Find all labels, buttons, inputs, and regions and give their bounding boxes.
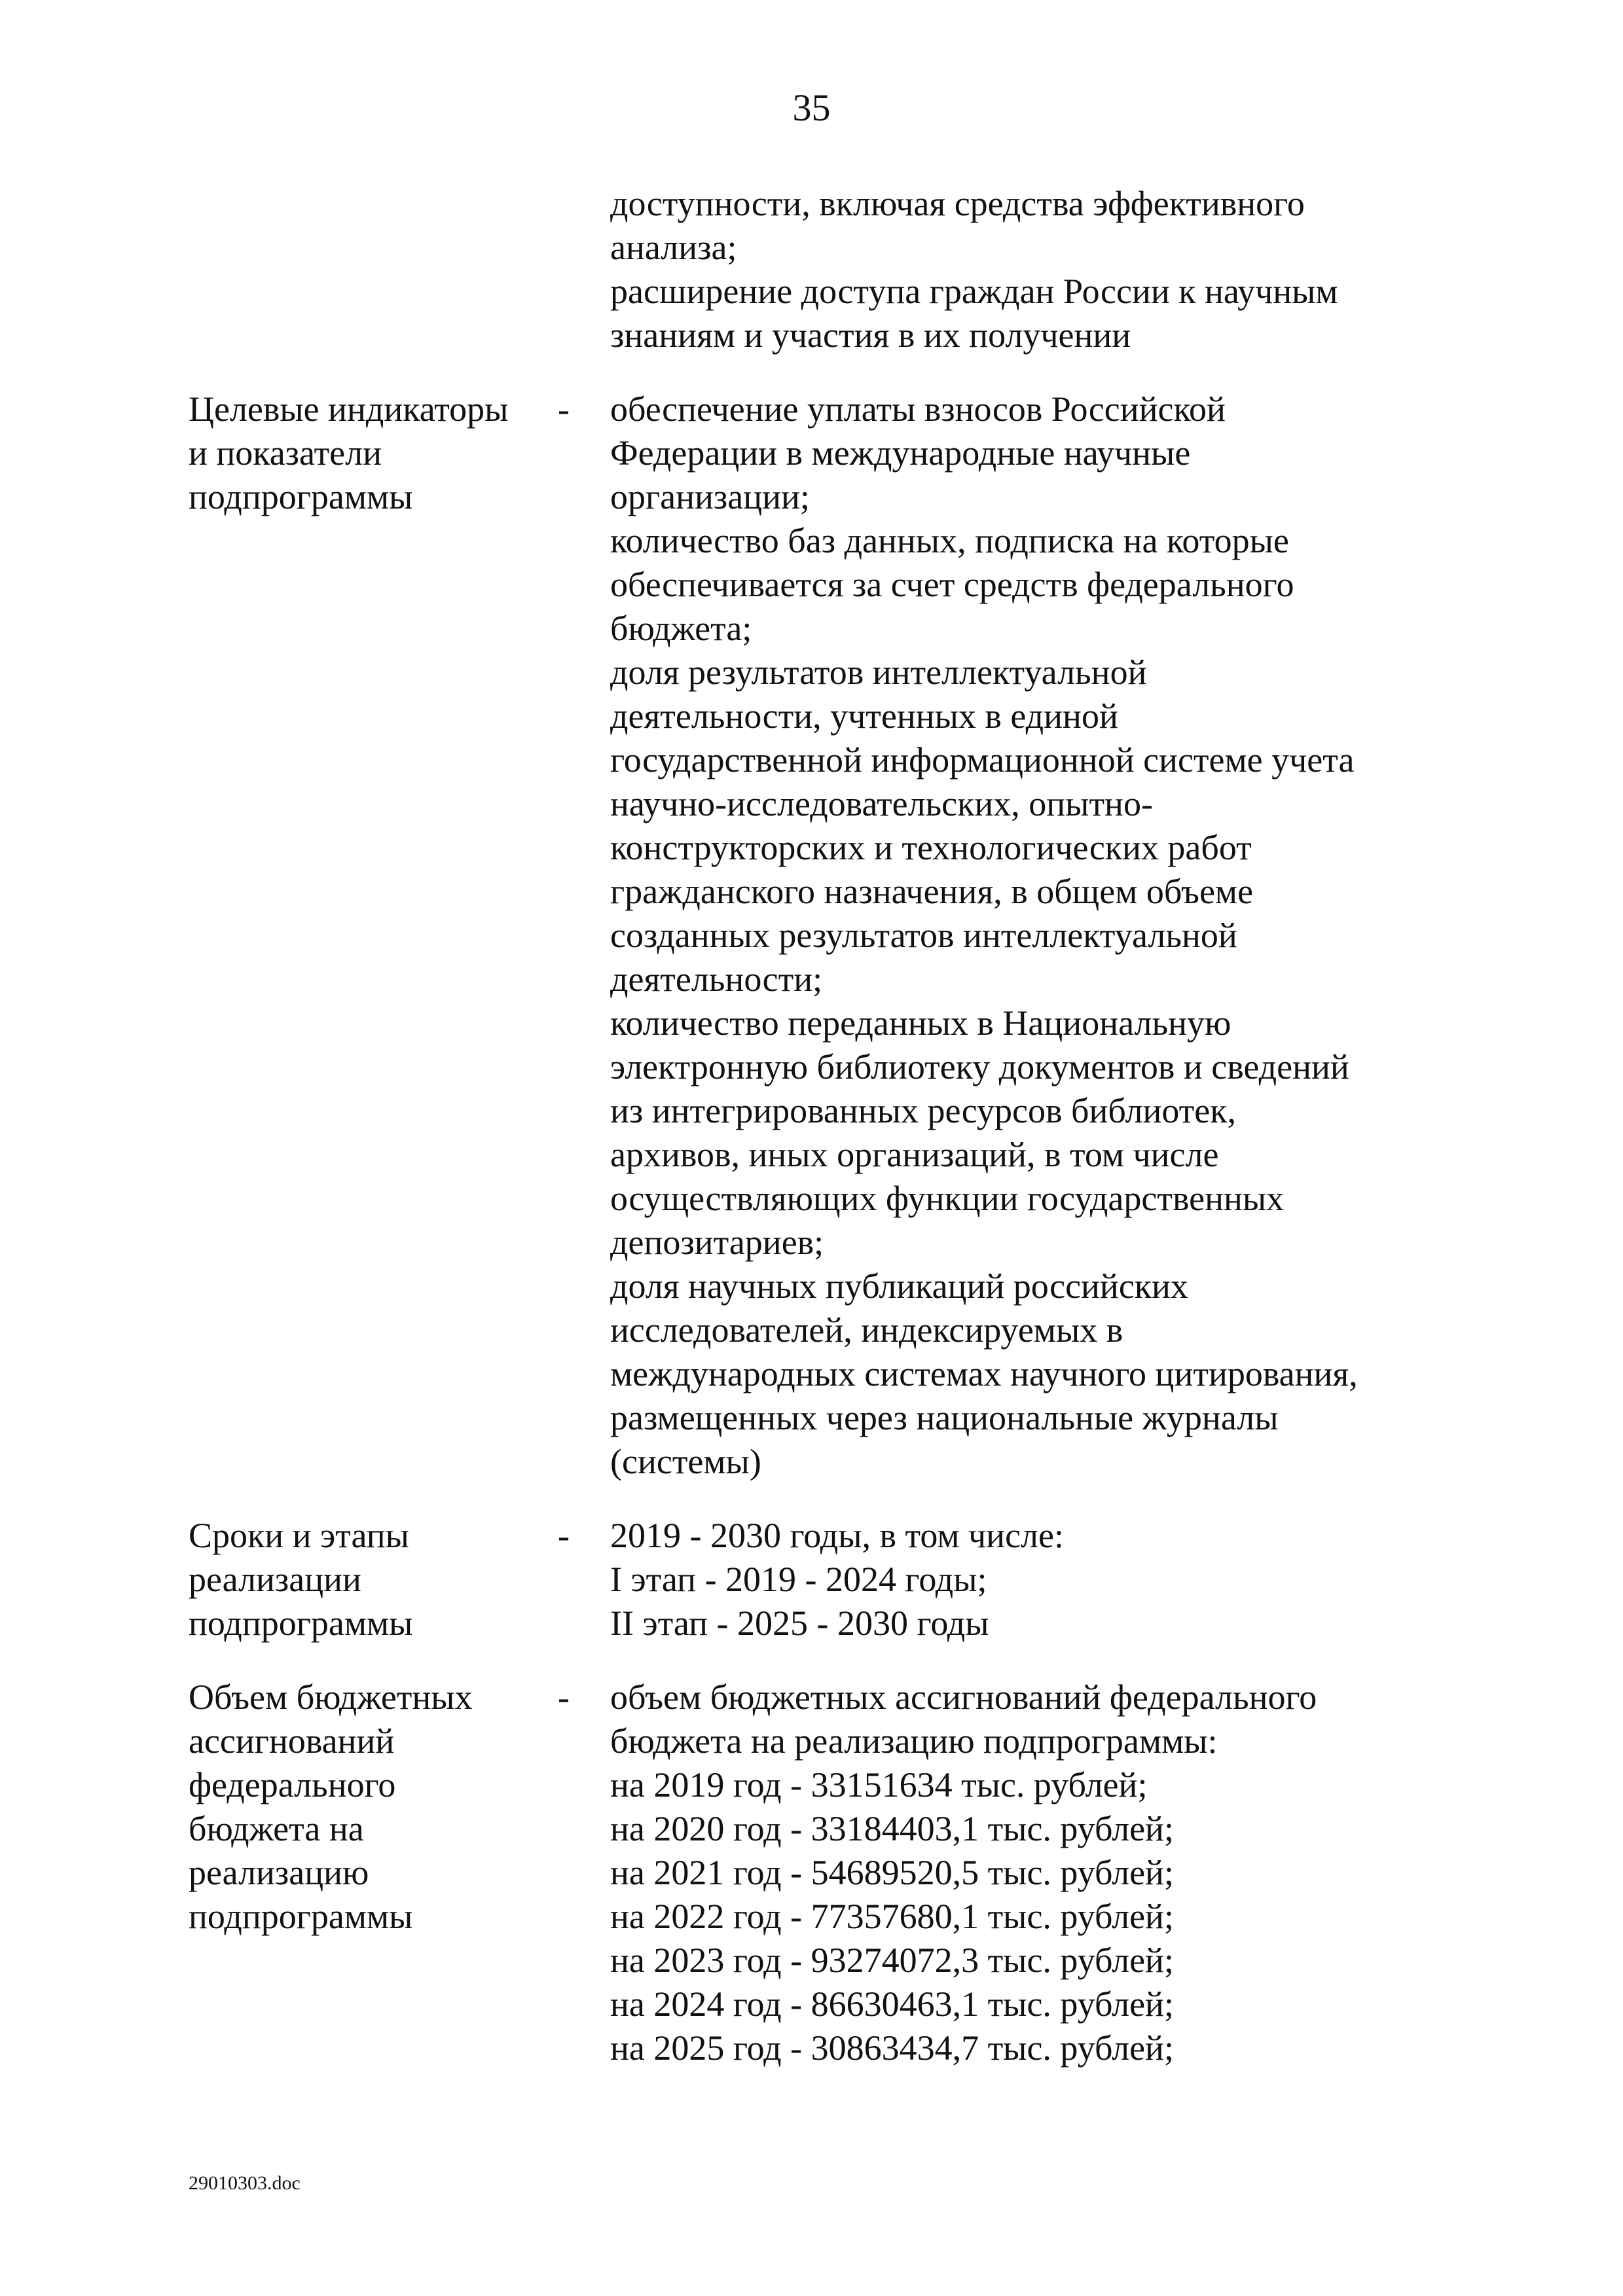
value-line: объем бюджетных ассигнований федерального (610, 1677, 1317, 1717)
section-dash: - (558, 389, 570, 429)
value-line: конструкторских и технологических работ (610, 828, 1252, 867)
section-label (189, 1676, 558, 1939)
value-line: доля научных публикаций российских (610, 1266, 1188, 1306)
intro-continuation-text (610, 182, 1481, 357)
section-value (610, 1676, 1481, 2070)
label-line: реализацию (189, 1853, 369, 1892)
value-line: исследователей, индексируемых в (610, 1310, 1123, 1350)
footer-doc-filename: 29010303.doc (189, 2172, 301, 2194)
section-label (189, 387, 558, 519)
label-line: подпрограммы (189, 477, 413, 516)
budget-year-line: на 2022 год - 77357680,1 тыс. рублей; (610, 1897, 1174, 1936)
page-number: 35 (792, 86, 831, 129)
budget-year-line: на 2025 год - 30863434,7 тыс. рублей; (610, 2028, 1174, 2068)
section-dash: - (558, 1516, 570, 1555)
section-dash: - (558, 1677, 570, 1717)
section-timeline (189, 1514, 1498, 1645)
value-line: бюджета на реализацию подпрограммы: (610, 1721, 1218, 1761)
value-line: международных системах научного цитирования, (610, 1354, 1358, 1393)
value-line: гражданского назначения, в общем объеме (610, 872, 1254, 911)
text-line: анализа; (610, 228, 737, 267)
label-line: ассигнований (189, 1721, 395, 1761)
value-line: Федерации в международные научные (610, 433, 1191, 473)
section-budget (189, 1676, 1498, 2070)
budget-year-line: на 2020 год - 33184403,1 тыс. рублей; (610, 1809, 1174, 1848)
value-line: 2019 - 2030 годы, в том числе: (610, 1516, 1064, 1555)
label-line: реализации (189, 1560, 361, 1599)
budget-year-line: на 2024 год - 86630463,1 тыс. рублей; (610, 1984, 1174, 2024)
value-line: электронную библиотеку документов и сведений (610, 1047, 1349, 1086)
label-line: федерального (189, 1765, 396, 1804)
value-line: I этап - 2019 - 2024 годы; (610, 1560, 987, 1599)
budget-year-line: на 2023 год - 93274072,3 тыс. рублей; (610, 1941, 1174, 1980)
label-line: бюджета на (189, 1809, 364, 1848)
value-line: архивов, иных организаций, в том числе (610, 1135, 1219, 1174)
value-line: научно-исследовательских, опытно- (610, 784, 1153, 823)
label-line: Сроки и этапы (189, 1516, 409, 1555)
value-line: количество баз данных, подписка на которые (610, 521, 1289, 560)
text-line: доступности, включая средства эффективного (610, 184, 1305, 223)
budget-year-line: на 2021 год - 54689520,5 тыс. рублей; (610, 1853, 1174, 1892)
value-line: из интегрированных ресурсов библиотек, (610, 1091, 1236, 1130)
value-line: государственной информационной системе учета (610, 740, 1355, 780)
label-line: и показатели (189, 433, 382, 473)
value-line: деятельности; (610, 960, 823, 999)
value-line: обеспечивается за счет средств федерального (610, 565, 1294, 604)
section-value (610, 387, 1481, 1484)
budget-year-line: на 2019 год - 33151634 тыс. рублей; (610, 1765, 1148, 1804)
value-line: бюджета; (610, 609, 752, 648)
section-label (189, 1514, 558, 1645)
text-line: знаниям и участия в их получении (610, 315, 1131, 355)
section-value (610, 1514, 1481, 1645)
value-line: размещенных через национальные журналы (610, 1398, 1279, 1437)
label-line: подпрограммы (189, 1604, 413, 1643)
value-line: доля результатов интеллектуальной (610, 653, 1147, 692)
value-line: количество переданных в Национальную (610, 1003, 1231, 1043)
value-line: организации; (610, 477, 810, 516)
document-body (189, 182, 1498, 2070)
section-target-indicators (189, 387, 1498, 1484)
value-line: обеспечение уплаты взносов Российской (610, 389, 1226, 429)
label-line: подпрограммы (189, 1897, 413, 1936)
value-line: II этап - 2025 - 2030 годы (610, 1604, 989, 1643)
value-line: созданных результатов интеллектуальной (610, 916, 1237, 955)
value-line: (системы) (610, 1442, 761, 1481)
label-line: Целевые индикаторы (189, 389, 509, 429)
value-line: деятельности, учтенных в единой (610, 696, 1118, 736)
text-line: расширение доступа граждан России к научным (610, 272, 1338, 311)
value-line: депозитариев; (610, 1223, 824, 1262)
label-line: Объем бюджетных (189, 1677, 473, 1717)
intro-continuation-row (189, 182, 1498, 357)
value-line: осуществляющих функции государственных (610, 1179, 1285, 1218)
